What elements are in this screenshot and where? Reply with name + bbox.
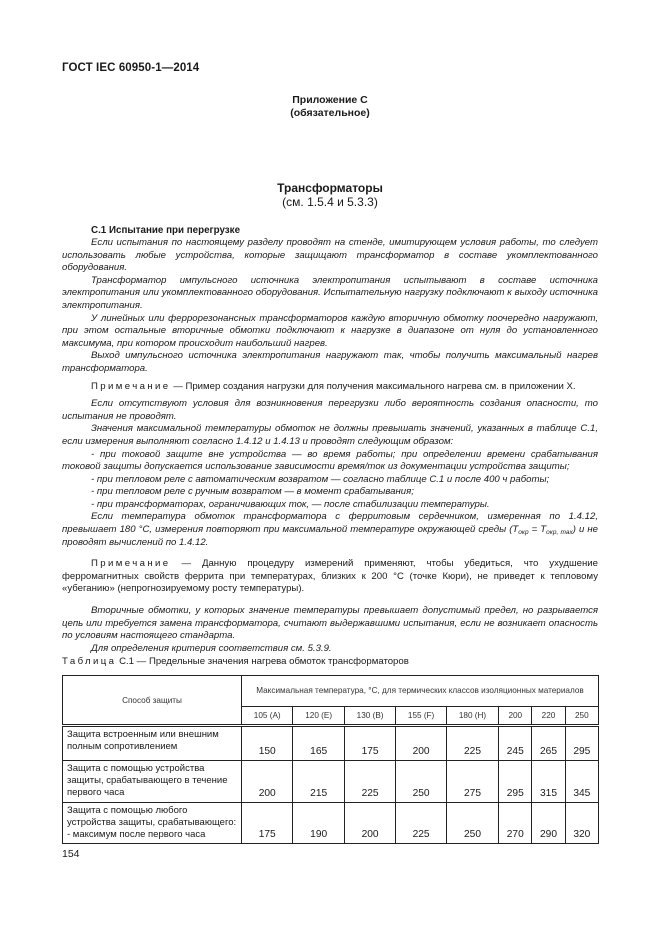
note-label: Примечание bbox=[91, 558, 171, 570]
temperature-value-cell: 165 bbox=[293, 726, 344, 761]
note-label: Примечание bbox=[91, 380, 171, 392]
column-header-class: 155 (F) bbox=[396, 706, 447, 725]
paragraph: Если отсутствуют условия для возникновения перегрузки либо вероятность создания опасности, то испытания не проводят. bbox=[62, 398, 598, 422]
section-title: Трансформаторы bbox=[277, 181, 383, 195]
temperature-value-cell: 270 bbox=[499, 803, 532, 844]
temperature-value-cell: 225 bbox=[396, 803, 447, 844]
section-reference: (см. 1.5.4 и 5.3.3) bbox=[282, 195, 378, 209]
column-header-class: 105 (A) bbox=[242, 706, 293, 725]
section-heading bbox=[62, 181, 598, 209]
temperature-value-cell: 215 bbox=[293, 761, 344, 803]
paragraph: Если температура обмоток трансформатора с ферритовым сердечником, измеренная по 1.4.12, превышает 180 °С, измерения повторяют при максимальной температуре окружающей среды $(T_{окр} = T_{окр, max})$ и не проводят вычислений по 1.4.12. bbox=[62, 511, 598, 548]
paragraph: У линейных или феррорезонансных трансформаторов каждую вторичную обмотку поочередно нагружают, при этом остальные вторичные обмотки подключают к нагрузке в диапазоне от нуля до установленного максимума, при котором происходит наибольший нагрев. bbox=[62, 312, 598, 349]
column-header-method: Способ защиты bbox=[63, 676, 242, 726]
paragraph: Выход импульсного источника электропитания нагружают так, чтобы получить максимальный нагрев трансформатора. bbox=[62, 350, 598, 374]
temperature-value-cell: 345 bbox=[565, 761, 598, 803]
paragraph: Значения максимальной температуры обмоток не должны превышать значений, указанных в таблице С.1, если измерения выполняют согласно 1.4.12 и 1.4.13 и проводят следующим образом: bbox=[62, 423, 598, 447]
column-header-class: 250 bbox=[565, 706, 598, 725]
subsection-heading: С.1 Испытание при перегрузке bbox=[91, 225, 241, 236]
note-text: — Данную процедуру измерений применяют, чтобы убедиться, что ухудшение ферромагнитных свойств феррита при температурах, близких к 200 °С (точке Кюри), не приведет к тепловому «убеганию» (непрогнозируемому росту температуры). bbox=[62, 558, 598, 595]
page-number: 154 bbox=[62, 848, 80, 860]
table-caption: Таблица С.1 — Предельные значения нагрева обмоток трансформаторов bbox=[62, 656, 409, 667]
document-code: ГОСТ IEC 60950-1—2014 bbox=[62, 62, 200, 74]
temperature-value-cell: 295 bbox=[499, 761, 532, 803]
list-item: - при токовой защите вне устройства — во время работы; при определении времени срабатывания токовой защиты допускается использование зависимости время/ток из документации устройства защиты; bbox=[62, 448, 598, 473]
list-item: - при тепловом реле с автоматическим возвратом — согласно таблице С.1 и после 400 ч работы; bbox=[91, 473, 550, 485]
paragraph: Вторичные обмотки, у которых значение температуры превышает допустимый предел, но разрывается цепь или требуется замена трансформатора, считают выдержавшими испытания, если не возникает опасность по условиям настоящего стандарта. bbox=[62, 605, 598, 642]
protection-method-cell: Защита с помощью устройства защиты, срабатывающего в течение первого часа bbox=[63, 761, 242, 803]
document-body bbox=[62, 224, 598, 655]
column-header-class: 200 bbox=[499, 706, 532, 725]
temperature-value-cell: 200 bbox=[396, 726, 447, 761]
column-header-class: 130 (B) bbox=[344, 706, 395, 725]
column-header-group: Максимальная температура, °С, для термических классов изоляционных материалов bbox=[242, 676, 599, 707]
table-row bbox=[63, 803, 599, 844]
temperature-value-cell: 295 bbox=[565, 726, 598, 761]
temperature-limits-table bbox=[62, 675, 599, 844]
annex-heading bbox=[62, 94, 598, 120]
note-text: — Пример создания нагрузки для получения максимального нагрева см. в приложении X. bbox=[170, 380, 576, 392]
temperature-value-cell: 290 bbox=[532, 803, 565, 844]
temperature-value-cell: 200 bbox=[242, 761, 293, 803]
column-header-class: 120 (E) bbox=[293, 706, 344, 725]
temperature-value-cell: 275 bbox=[446, 761, 498, 803]
table-row bbox=[63, 761, 599, 803]
protection-method-cell: Защита с помощью любого устройства защиты, срабатывающего: - максимум после первого часа bbox=[63, 803, 242, 844]
column-header-class: 220 bbox=[532, 706, 565, 725]
temperature-value-cell: 250 bbox=[396, 761, 447, 803]
temperature-value-cell: 175 bbox=[344, 726, 395, 761]
temperature-value-cell: 175 bbox=[242, 803, 293, 844]
list-item: - при тепловом реле с ручным возвратом — в момент срабатывания; bbox=[91, 486, 414, 498]
table-row bbox=[63, 726, 599, 761]
note bbox=[62, 558, 598, 596]
column-header-class: 180 (H) bbox=[446, 706, 498, 725]
protection-method-cell: Защита встроенным или внешним полным сопротивлением bbox=[63, 726, 242, 761]
temperature-value-cell: 200 bbox=[344, 803, 395, 844]
temperature-value-cell: 315 bbox=[532, 761, 565, 803]
temperature-value-cell: 250 bbox=[446, 803, 498, 844]
temperature-value-cell: 190 bbox=[293, 803, 344, 844]
temperature-value-cell: 150 bbox=[242, 726, 293, 761]
temperature-value-cell: 320 bbox=[565, 803, 598, 844]
temperature-value-cell: 225 bbox=[344, 761, 395, 803]
annex-status: (обязательное) bbox=[290, 107, 370, 119]
paragraph: Для определения критерия соответствия см. 5.3.9. bbox=[91, 642, 332, 654]
paragraph: Если испытания по настоящему разделу проводят на стенде, имитирующем условия работы, то следует использовать любые устройства, которые защищают трансформатор в составе укомплектованного оборудования. bbox=[62, 237, 598, 274]
list-item: - при трансформаторах, ограничивающих ток, — после стабилизации температуры. bbox=[91, 498, 490, 510]
note bbox=[62, 381, 598, 394]
temperature-value-cell: 245 bbox=[499, 726, 532, 761]
paragraph: Трансформатор импульсного источника электропитания испытывают в составе источника электропитания или укомплектованного оборудования. Испытательную нагрузку подключают к выходу источника электропитания. bbox=[62, 274, 598, 311]
temperature-value-cell: 225 bbox=[446, 726, 498, 761]
annex-title: Приложение С bbox=[292, 94, 368, 106]
temperature-value-cell: 265 bbox=[532, 726, 565, 761]
